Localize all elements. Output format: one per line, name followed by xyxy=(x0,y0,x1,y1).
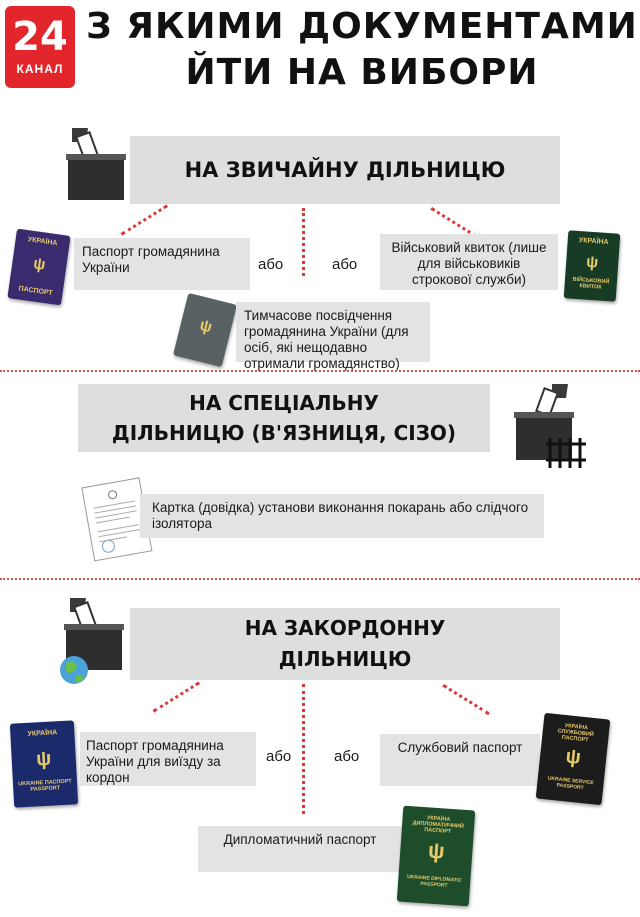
heading-line-2: ДІЛЬНИЦЮ xyxy=(278,647,412,671)
section-abroad-heading xyxy=(130,608,560,680)
logo-word: КАНАЛ xyxy=(16,62,64,76)
channel-logo xyxy=(5,6,75,88)
cover-bottom-text: UKRAINE DIPLOMATIC PASSPORT xyxy=(406,874,462,889)
diplomatic-passport-image xyxy=(397,806,476,907)
cover-top-text: УКРАЇНА xyxy=(578,237,609,247)
military-id-image xyxy=(564,230,621,301)
trident-icon: ψ xyxy=(197,316,214,337)
cover-bottom-text: ВІЙСЬКОВИЙ КВИТОК xyxy=(572,276,610,291)
heading-line-1: НА ЗАКОРДОННУ xyxy=(244,616,446,640)
section-divider xyxy=(0,578,640,580)
section-special-heading xyxy=(78,384,490,452)
cover-top-text: УКРАЇНА ДИПЛОМАТИЧНИЙ ПАСПОРТ xyxy=(412,815,464,835)
heading-line-2: ДІЛЬНИЦЮ (В'ЯЗНИЦЯ, СІЗО) xyxy=(111,421,457,445)
trident-icon: ψ xyxy=(585,253,599,272)
connector-line xyxy=(121,204,168,235)
cover-top-text: УКРАЇНА xyxy=(27,729,58,738)
cover-top-text: УКРАЇНА xyxy=(27,236,58,248)
trident-icon: ψ xyxy=(32,255,47,274)
title-line-2: ЙТИ НА ВИБОРИ xyxy=(185,52,539,93)
trident-icon: ψ xyxy=(564,745,582,769)
page-title xyxy=(84,4,640,96)
trident-icon: ψ xyxy=(427,837,446,864)
or-label: або xyxy=(266,748,292,765)
ballot-box-icon xyxy=(62,124,130,204)
doc-internal-passport: Паспорт громадянина України xyxy=(74,238,250,290)
heading-line-1: НА СПЕЦІАЛЬНУ xyxy=(189,391,379,415)
doc-foreign-passport: Паспорт громадянина України для виїзду за кордон xyxy=(80,732,256,786)
doc-military-id: Військовий квиток (лише для військовиків строкової служби) xyxy=(380,234,558,290)
doc-diplomatic-passport: Дипломатичний паспорт xyxy=(198,826,402,872)
connector-line xyxy=(153,681,200,712)
foreign-passport-image xyxy=(10,720,78,807)
or-label: або xyxy=(334,748,360,765)
service-passport-image xyxy=(536,713,611,805)
cover-bottom-text: UKRAINE SERVICE PASSPORT xyxy=(547,775,594,792)
title-line-1: З ЯКИМИ ДОКУМЕНТАМИ xyxy=(86,6,638,47)
cover-bottom-text: ПАСПОРТ xyxy=(18,285,54,298)
or-label: або xyxy=(332,256,358,273)
temporary-certificate-image xyxy=(173,293,237,367)
ballot-box-globe-icon xyxy=(60,594,130,690)
trident-icon: ψ xyxy=(35,747,52,771)
ukraine-passport-image xyxy=(7,229,70,306)
or-label: або xyxy=(258,256,284,273)
doc-prison-certificate: Картка (довідка) установи виконання покарань або слідчого ізолятора xyxy=(140,494,544,538)
section-divider xyxy=(0,370,640,372)
doc-temporary-certificate: Тимчасове посвідчення громадянина України (для осіб, які нещодавно отримали громадянство) xyxy=(236,302,430,362)
connector-line xyxy=(302,208,305,276)
ballot-box-prison-icon xyxy=(510,380,590,470)
cover-top-text: УКРАЇНА СЛУЖБОВИЙ ПАСПОРТ xyxy=(557,722,595,744)
section-regular-heading: НА ЗВИЧАЙНУ ДІЛЬНИЦЮ xyxy=(130,136,560,204)
connector-line xyxy=(302,684,305,814)
doc-service-passport: Службовий паспорт xyxy=(380,734,540,786)
cover-bottom-text: UKRAINE ПАСПОРТ PASSPORT xyxy=(18,778,72,793)
logo-number: 24 xyxy=(12,14,68,60)
connector-line xyxy=(442,684,489,715)
